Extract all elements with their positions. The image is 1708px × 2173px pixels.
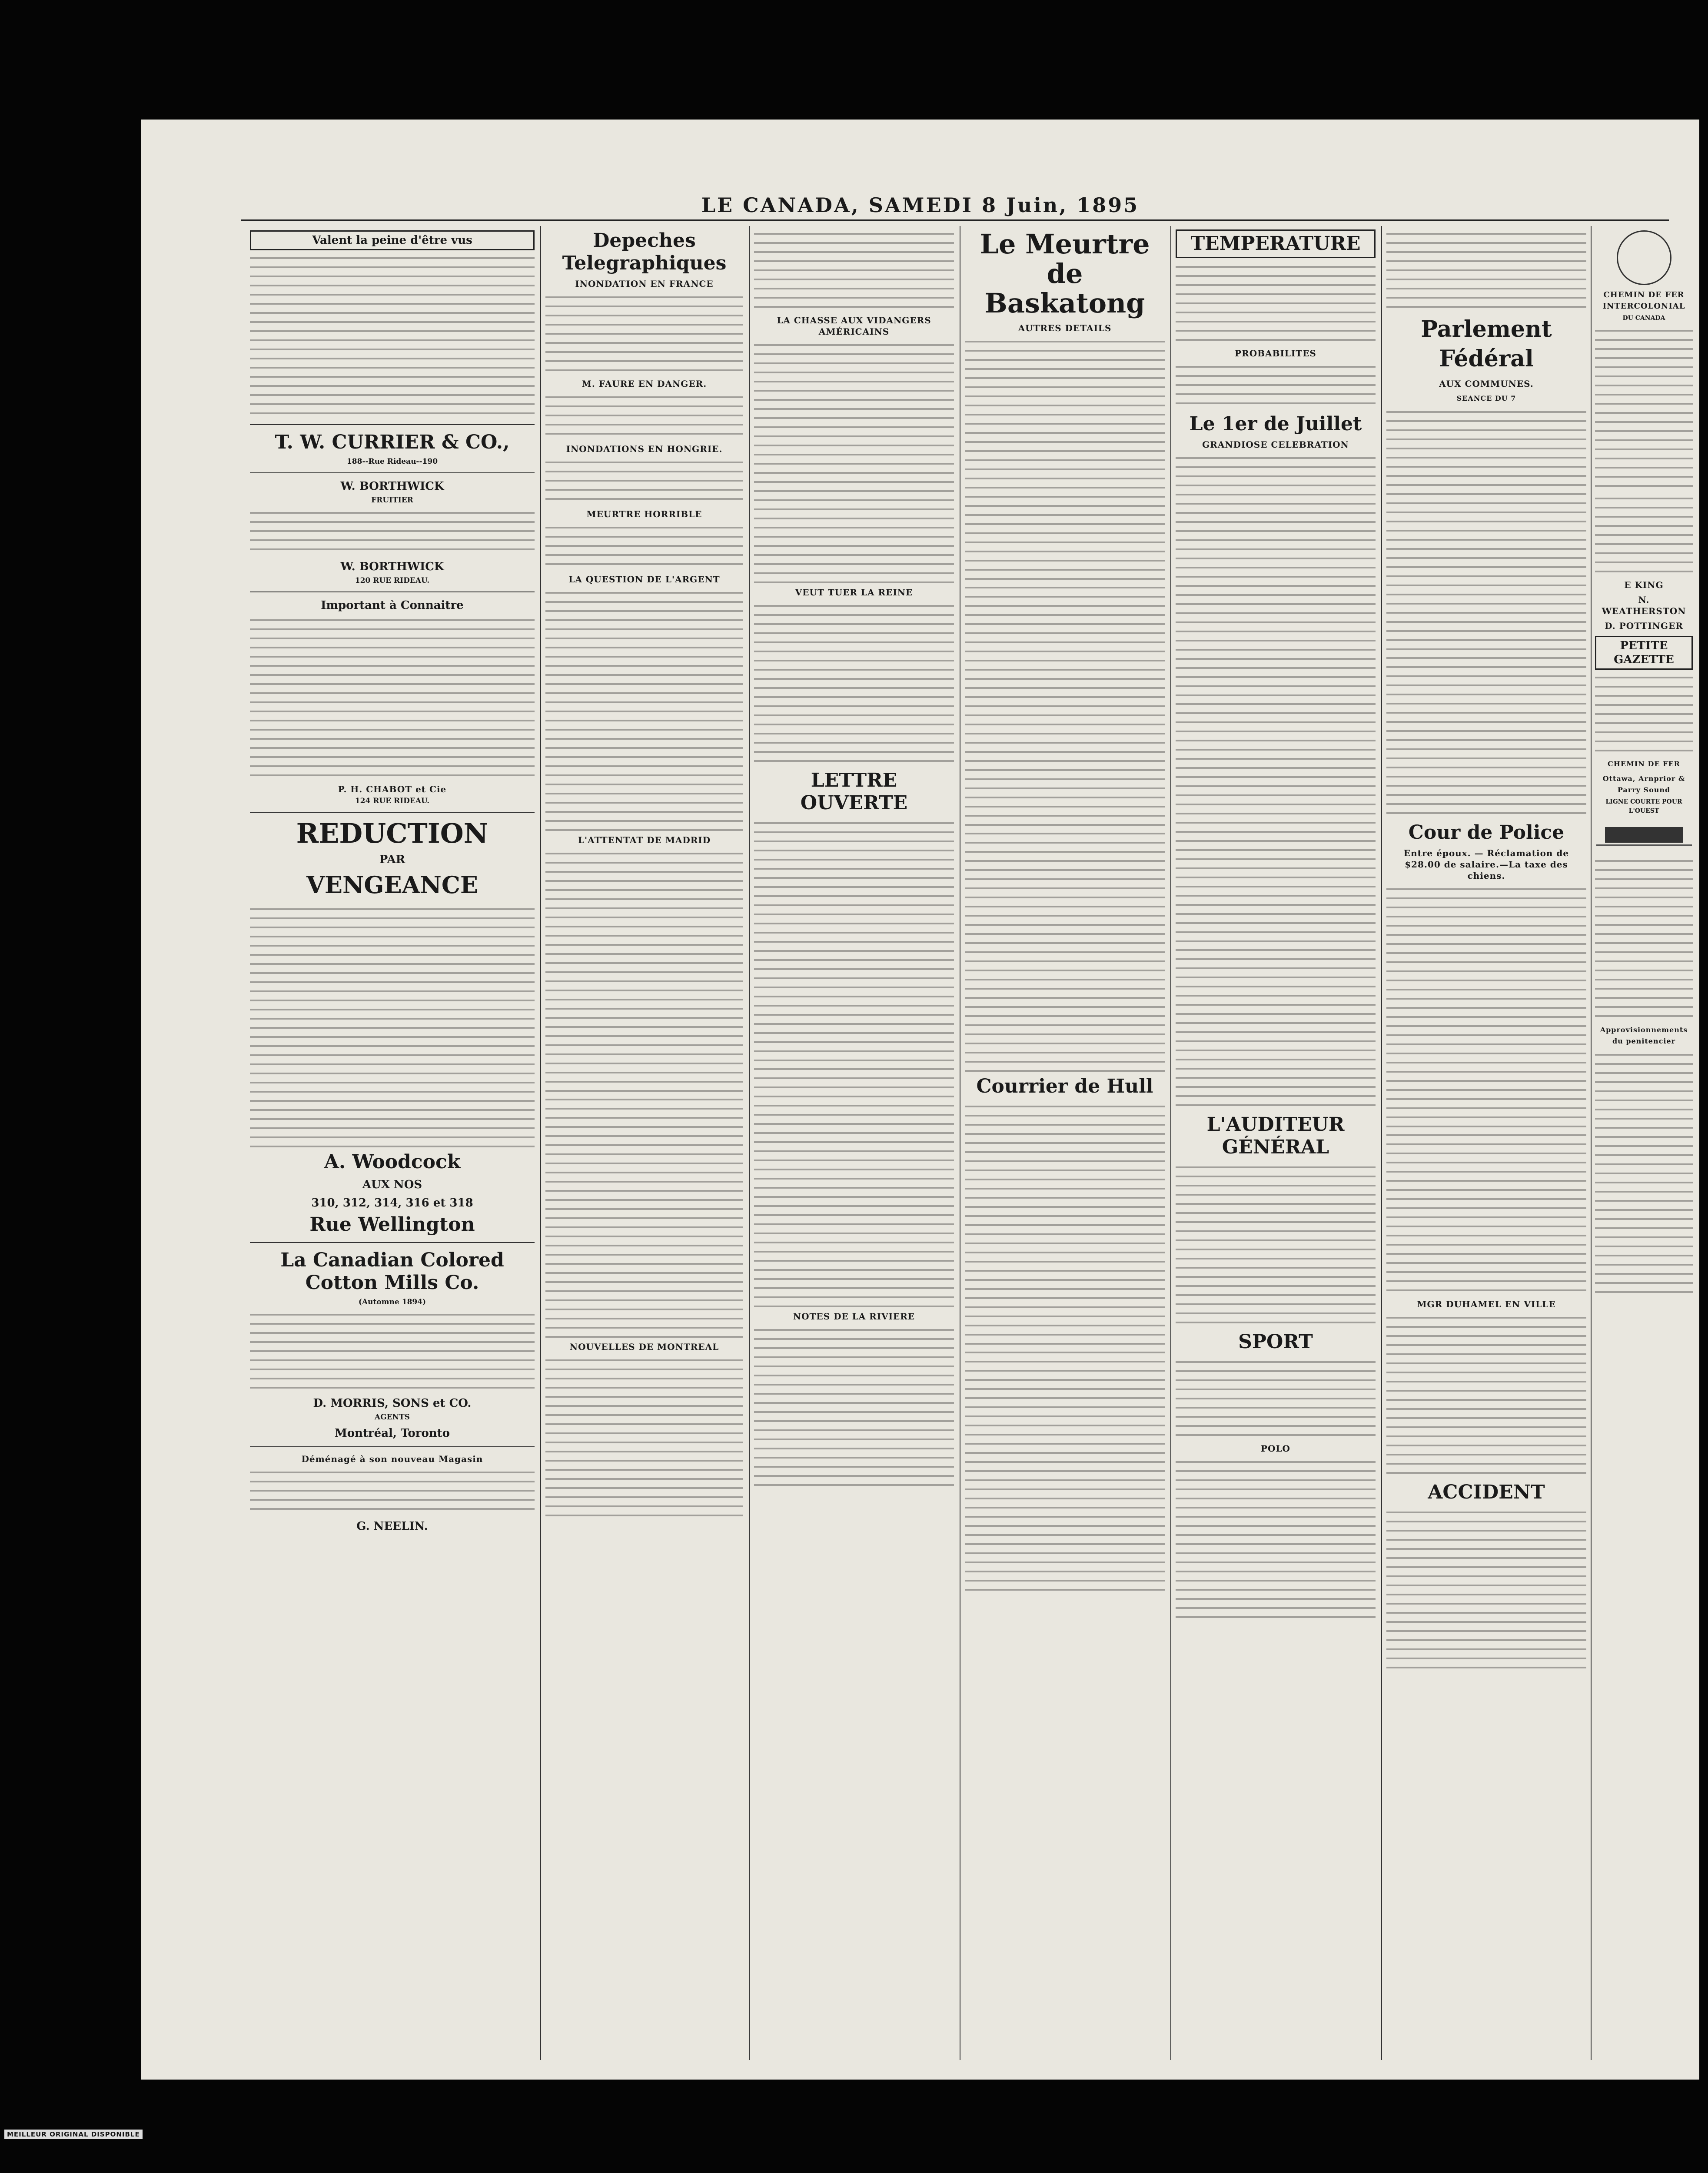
auditeur-heading: L'AUDITEUR GÉNÉRAL bbox=[1206, 1113, 1345, 1158]
railway-emblem-icon bbox=[1617, 230, 1671, 285]
accident-heading: ACCIDENT bbox=[1428, 1481, 1545, 1503]
body-text bbox=[965, 1347, 1165, 1591]
body-text bbox=[1176, 453, 1376, 696]
body-text bbox=[754, 601, 954, 766]
subheading: POLO bbox=[1261, 1443, 1290, 1454]
body-text bbox=[754, 1064, 954, 1307]
body-text bbox=[754, 818, 954, 1061]
body-text bbox=[1386, 1507, 1586, 1672]
column-rule bbox=[749, 226, 750, 2060]
body-text bbox=[250, 1467, 535, 1515]
courrier-heading: Courrier de Hull bbox=[976, 1075, 1153, 1097]
body-text bbox=[1176, 945, 1376, 1110]
subheading: Ottawa, Arnprior & Parry Sound bbox=[1602, 774, 1685, 794]
subheading: L'ATTENTAT DE MADRID bbox=[578, 835, 711, 845]
ad-morris: D. MORRIS, SONS et CO. bbox=[313, 1397, 472, 1410]
separator bbox=[250, 591, 535, 592]
subheading: SEANCE DU 7 bbox=[1456, 394, 1516, 402]
train-icon bbox=[1596, 818, 1692, 853]
body-text bbox=[1595, 1050, 1693, 1293]
ad-vengeance: VENGEANCE bbox=[306, 871, 479, 899]
ad-king: E KING bbox=[1624, 580, 1664, 590]
depeches-heading: Depeches Telegraphiques bbox=[562, 229, 727, 274]
masthead-rule bbox=[241, 219, 1669, 221]
subheading: INONDATION EN FRANCE bbox=[575, 279, 714, 289]
subheading: VEUT TUER LA REINE bbox=[795, 587, 913, 598]
separator bbox=[250, 472, 535, 473]
subheading: CHEMIN DE FER bbox=[1608, 760, 1680, 768]
subheading: NOUVELLES DE MONTREAL bbox=[569, 1342, 719, 1352]
body-text bbox=[545, 392, 743, 440]
ad-chabot-address: 124 RUE RIDEAU. bbox=[355, 797, 430, 805]
ad-aux-nos: AUX NOS bbox=[362, 1178, 422, 1191]
body-text bbox=[545, 588, 743, 831]
approv-heading: Approvisionnements du penitencier bbox=[1600, 1026, 1688, 1045]
body-text bbox=[545, 1355, 743, 1520]
ad-neelin: G. NEELIN. bbox=[356, 1520, 428, 1533]
column-4 bbox=[965, 226, 1165, 2060]
subheading: AUX COMMUNES. bbox=[1439, 379, 1534, 389]
column-6 bbox=[1386, 226, 1586, 2060]
body-text bbox=[545, 1094, 743, 1338]
body-text bbox=[545, 522, 743, 570]
ad-currier-name: T. W. CURRIER & CO., bbox=[275, 431, 510, 453]
body-text bbox=[545, 292, 743, 375]
separator bbox=[250, 812, 535, 813]
body-text bbox=[1176, 1162, 1376, 1327]
body-text bbox=[754, 340, 954, 583]
separator bbox=[250, 1446, 535, 1447]
subheading: MEURTRE HORRIBLE bbox=[586, 509, 702, 519]
body-text bbox=[965, 1101, 1165, 1345]
subheading: AUTRES DETAILS bbox=[1018, 323, 1112, 333]
body-text bbox=[1386, 653, 1586, 818]
juillet-heading: Le 1er de Juillet bbox=[1189, 413, 1362, 435]
ad-weatherston: N. WEATHERSTON bbox=[1602, 595, 1686, 616]
subheading: LA CHASSE AUX VIDANGERS AMÉRICAINS bbox=[777, 315, 931, 337]
subheading: MGR DUHAMEL EN VILLE bbox=[1417, 1299, 1556, 1309]
subheading: M. FAURE EN DANGER. bbox=[582, 379, 707, 389]
subheading: INONDATIONS EN HONGRIE. bbox=[566, 444, 723, 454]
body-text bbox=[1595, 326, 1693, 491]
body-text bbox=[1176, 362, 1376, 409]
temperature-heading: TEMPERATURE bbox=[1176, 229, 1376, 258]
ad-woodcock: A. Woodcock bbox=[324, 1151, 461, 1173]
column-1 bbox=[250, 226, 535, 2060]
column-3 bbox=[754, 226, 954, 2060]
body-text bbox=[1386, 1130, 1586, 1295]
ad-important-heading: Important à Connaitre bbox=[321, 599, 464, 612]
best-original-banner: MEILLEUR ORIGINAL DISPONIBLE bbox=[4, 2130, 143, 2139]
body-text bbox=[1176, 699, 1376, 942]
ad-montreal-toronto: Montréal, Toronto bbox=[334, 1427, 450, 1440]
body-text bbox=[1595, 856, 1693, 1021]
meurtre-heading: Le Meurtre de Baskatong bbox=[980, 228, 1150, 319]
subheading: LA QUESTION DE L'ARGENT bbox=[568, 574, 720, 585]
ad-heading-valent: Valent la peine d'être vus bbox=[250, 230, 535, 250]
body-text bbox=[754, 1325, 954, 1490]
body-text bbox=[1386, 1312, 1586, 1478]
column-7 bbox=[1595, 226, 1693, 2060]
column-rule bbox=[540, 226, 541, 2060]
body-text bbox=[545, 457, 743, 505]
separator bbox=[250, 424, 535, 425]
body-text bbox=[250, 1309, 535, 1392]
subheading: DU CANADA bbox=[1622, 315, 1665, 322]
gazette-heading: PETITE GAZETTE bbox=[1595, 636, 1693, 670]
body-text bbox=[1595, 493, 1693, 576]
body-text bbox=[250, 615, 535, 780]
body-text bbox=[1386, 884, 1586, 1127]
subheading: GRANDIOSE CELEBRATION bbox=[1202, 439, 1349, 450]
ad-automne: (Automne 1894) bbox=[358, 1298, 426, 1306]
body-text bbox=[250, 904, 535, 1147]
ad-par: PAR bbox=[379, 853, 405, 866]
body-text bbox=[1386, 407, 1586, 650]
ad-borthwick-fruitier: FRUITIER bbox=[371, 496, 413, 505]
body-text bbox=[250, 508, 535, 555]
newspaper-page bbox=[141, 120, 1699, 2080]
column-rule bbox=[1591, 226, 1592, 2060]
body-text bbox=[965, 582, 1165, 826]
chemin-heading: CHEMIN DE FER INTERCOLONIAL bbox=[1602, 290, 1685, 311]
subheading: PROBABILITES bbox=[1235, 348, 1316, 359]
body-text bbox=[250, 253, 535, 418]
column-rule bbox=[1170, 226, 1171, 2060]
lettre-ouverte-heading: LETTRE OUVERTE bbox=[800, 769, 908, 814]
ad-street-numbers: 310, 312, 314, 316 et 318 bbox=[311, 1196, 473, 1209]
subheading: Entre époux. — Réclamation de $28.00 de salaire.—La taxe des chiens. bbox=[1403, 848, 1569, 881]
masthead-title: LE CANADA, SAMEDI 8 Juin, 1895 bbox=[701, 193, 1140, 217]
parlement-heading: Parlement Fédéral bbox=[1421, 316, 1552, 372]
body-text bbox=[754, 229, 954, 311]
subheading: NOTES DE LA RIVIERE bbox=[793, 1311, 915, 1322]
body-text bbox=[1176, 1457, 1376, 1622]
ad-cotton-mills: La Canadian Colored Cotton Mills Co. bbox=[280, 1249, 504, 1294]
sport-heading: SPORT bbox=[1238, 1331, 1313, 1353]
body-text bbox=[1386, 229, 1586, 311]
separator bbox=[250, 1242, 535, 1243]
ad-demenage: Déménagé à son nouveau Magasin bbox=[301, 1454, 483, 1464]
column-5 bbox=[1176, 226, 1376, 2060]
ad-rue-wellington: Rue Wellington bbox=[309, 1213, 475, 1236]
ad-currier-address: 188--Rue Rideau--190 bbox=[346, 457, 438, 466]
body-text bbox=[965, 336, 1165, 580]
column-rule bbox=[1381, 226, 1382, 2060]
column-2 bbox=[545, 226, 743, 2060]
police-heading: Cour de Police bbox=[1408, 821, 1565, 844]
body-text bbox=[965, 828, 1165, 1072]
ad-borthwick-address: 120 RUE RIDEAU. bbox=[355, 576, 430, 585]
subheading: LIGNE COURTE POUR L'OUEST bbox=[1605, 798, 1682, 814]
masthead bbox=[141, 120, 1699, 219]
ad-borthwick-name: W. BORTHWICK bbox=[340, 480, 444, 493]
ad-pottinger: D. POTTINGER bbox=[1605, 621, 1683, 631]
body-text bbox=[545, 848, 743, 1092]
ad-borthwick-name-2: W. BORTHWICK bbox=[340, 560, 444, 573]
ad-chabot-name: P. H. CHABOT et Cie bbox=[338, 784, 447, 794]
body-text bbox=[1176, 1357, 1376, 1439]
body-text bbox=[1595, 672, 1693, 755]
body-text bbox=[1176, 262, 1376, 344]
ad-agents: AGENTS bbox=[374, 1413, 410, 1422]
ad-reduction: REDUCTION bbox=[296, 817, 488, 849]
